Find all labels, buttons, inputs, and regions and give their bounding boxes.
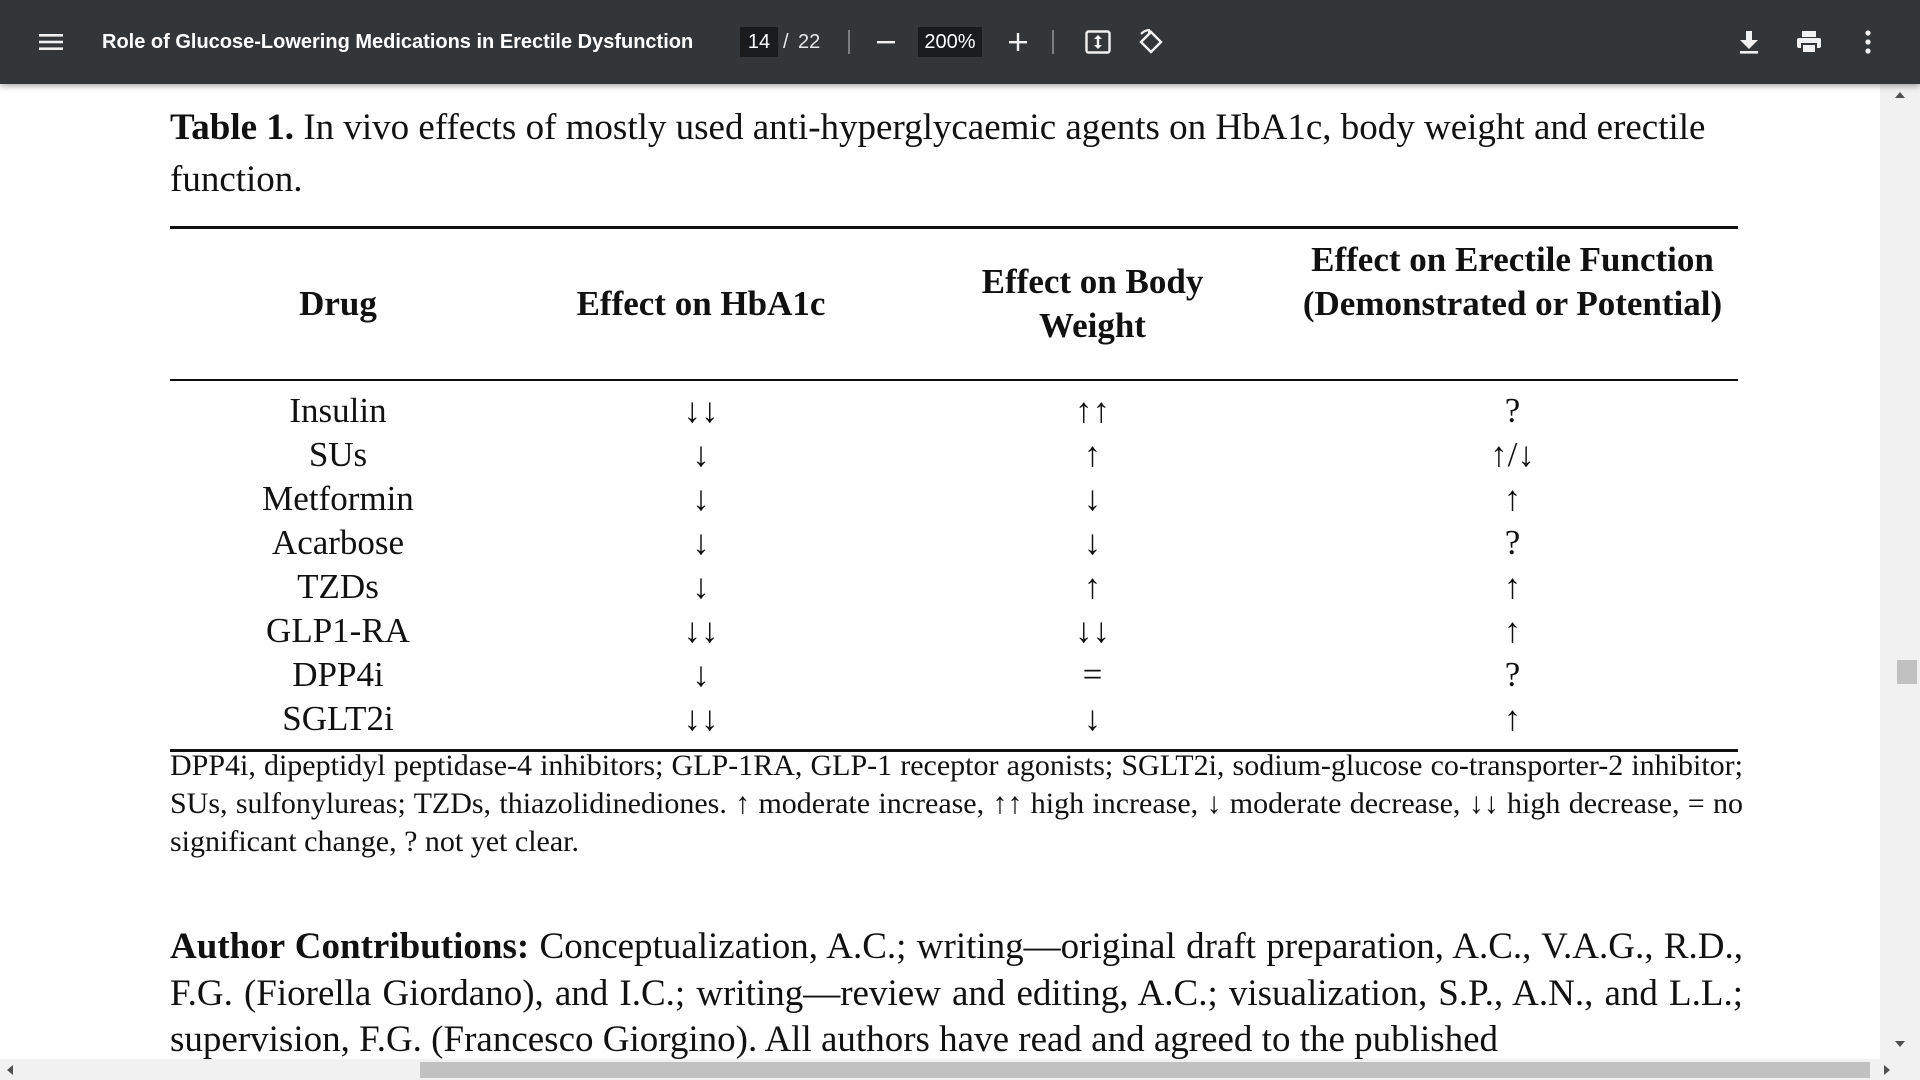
page-number-input[interactable]: 14	[740, 27, 778, 57]
table-cell-hba1c: ↓	[692, 523, 710, 562]
table-footnote: DPP4i, dipeptidyl peptidase-4 inhibitors; GLP-1RA, GLP-1 receptor agonists; SGLT2i, sodium-glucose co-transporter-2 inhibitor; SUs, sulfonylureas; TZDs, thiazolidinediones. ↑ moderate increase, ↑↑ high increase, ↓ moderate decrease, ↓↓ high decrease, = no significant change, ? not yet clear.	[170, 749, 1743, 858]
table-cell-drug: SGLT2i	[282, 699, 394, 738]
table-cell-hba1c: ↓↓	[683, 391, 719, 430]
download-icon	[1738, 30, 1760, 54]
toolbar-divider	[848, 30, 850, 54]
page-total: 22	[798, 31, 821, 53]
table-cell-drug: GLP1-RA	[266, 611, 410, 650]
pdf-toolbar	[0, 0, 1920, 84]
table-cell-drug: SUs	[308, 435, 368, 474]
more-vert-icon	[1864, 30, 1872, 54]
table-cell-hba1c: ↓	[692, 435, 710, 474]
table-cell-erectile-function: ?	[1504, 391, 1521, 430]
table-cell-body-weight: ↓	[1083, 523, 1102, 562]
menu-button[interactable]	[30, 22, 72, 62]
author-contributions-text: Conceptualization, A.C.; writing—original draft preparation, A.C., V.A.G., R.D., F.G. (Fiorella Giordano), and I.C.; writing—review and editing, A.C.; visualization, S.P., A.N., and L.L.; supervision, F.G. (Francesco Giorgino). All authors have read and agreed to the published	[170, 926, 1743, 1059]
zoom-level-input[interactable]: 200%	[918, 27, 982, 57]
table-cell-body-weight: ↑	[1083, 435, 1102, 474]
table-top-rule	[170, 226, 1738, 229]
table-cell-erectile-function: ↑	[1503, 567, 1522, 606]
table-header-drug: Drug	[299, 284, 377, 323]
table-cell-hba1c: ↓↓	[683, 611, 719, 650]
zoom-in-button[interactable]	[998, 22, 1038, 62]
toolbar-divider	[1052, 30, 1054, 54]
table-caption-label: Table 1.	[170, 107, 295, 148]
pdf-page-viewport	[0, 84, 1880, 1059]
table-header-hba1c: Effect on HbA1c	[576, 284, 826, 323]
menu-icon	[39, 32, 63, 52]
download-button[interactable]	[1729, 22, 1769, 62]
table-cell-body-weight: ↓	[1083, 699, 1102, 738]
scroll-up-arrow-icon[interactable]	[1894, 90, 1906, 100]
table-caption-text: In vivo effects of mostly used anti-hyperglycaemic agents on HbA1c, body weight and erectile function.	[170, 107, 1706, 200]
scroll-left-arrow-icon[interactable]	[5, 1064, 15, 1076]
table-cell-hba1c: ↓	[692, 655, 710, 694]
zoom-out-button[interactable]	[866, 22, 906, 62]
horizontal-scroll-thumb[interactable]	[420, 1062, 1870, 1078]
table-cell-hba1c: ↓	[692, 479, 710, 518]
table-cell-drug: Acarbose	[271, 523, 405, 562]
document-title: Role of Glucose-Lowering Medications in Erectile Dysfunction	[102, 31, 694, 53]
author-contributions-label: Author Contributions:	[170, 926, 530, 967]
table-cell-erectile-function: ?	[1504, 655, 1521, 694]
table-cell-body-weight: =	[1082, 655, 1103, 694]
table-header-body-weight: Effect on Body Weight	[981, 262, 1204, 345]
scroll-right-arrow-icon[interactable]	[1882, 1064, 1892, 1076]
fit-page-icon	[1085, 30, 1111, 54]
rotate-button[interactable]	[1131, 22, 1171, 62]
plus-icon	[1008, 32, 1028, 52]
table-cell-erectile-function: ?	[1504, 523, 1521, 562]
print-icon	[1796, 30, 1822, 54]
table-header-rule	[170, 379, 1738, 381]
table-cell-body-weight: ↑↑	[1075, 391, 1110, 430]
table-header-erectile-function: Effect on Erectile Function (Demonstrated or Potential)	[1302, 240, 1723, 323]
table-cell-body-weight: ↑	[1083, 567, 1102, 606]
minus-icon	[876, 32, 896, 52]
table-cell-body-weight: ↓↓	[1075, 611, 1110, 650]
table-cell-drug: Insulin	[289, 391, 387, 430]
table-cell-erectile-function: ↑	[1503, 699, 1522, 738]
table-cell-erectile-function: ↑/↓	[1490, 435, 1535, 474]
vertical-scroll-thumb[interactable]	[1897, 660, 1917, 684]
table-cell-erectile-function: ↑	[1503, 611, 1522, 650]
print-button[interactable]	[1789, 22, 1829, 62]
table-cell-hba1c: ↓	[692, 567, 710, 606]
table-cell-hba1c: ↓↓	[683, 699, 719, 738]
scroll-down-arrow-icon[interactable]	[1894, 1039, 1906, 1049]
rotate-icon	[1138, 29, 1164, 55]
fit-page-button[interactable]	[1078, 22, 1118, 62]
vertical-scrollbar[interactable]	[1880, 84, 1920, 1059]
table-cell-erectile-function: ↑	[1503, 479, 1522, 518]
more-options-button[interactable]	[1848, 22, 1888, 62]
table-cell-body-weight: ↓	[1083, 479, 1102, 518]
horizontal-scrollbar[interactable]	[0, 1059, 1920, 1080]
author-contributions	[170, 924, 1743, 1059]
page-separator: /	[783, 31, 789, 53]
table-cell-drug: Metformin	[262, 479, 414, 518]
table-cell-drug: TZDs	[297, 567, 379, 606]
table-cell-drug: DPP4i	[292, 655, 384, 694]
table-caption	[170, 102, 1738, 206]
